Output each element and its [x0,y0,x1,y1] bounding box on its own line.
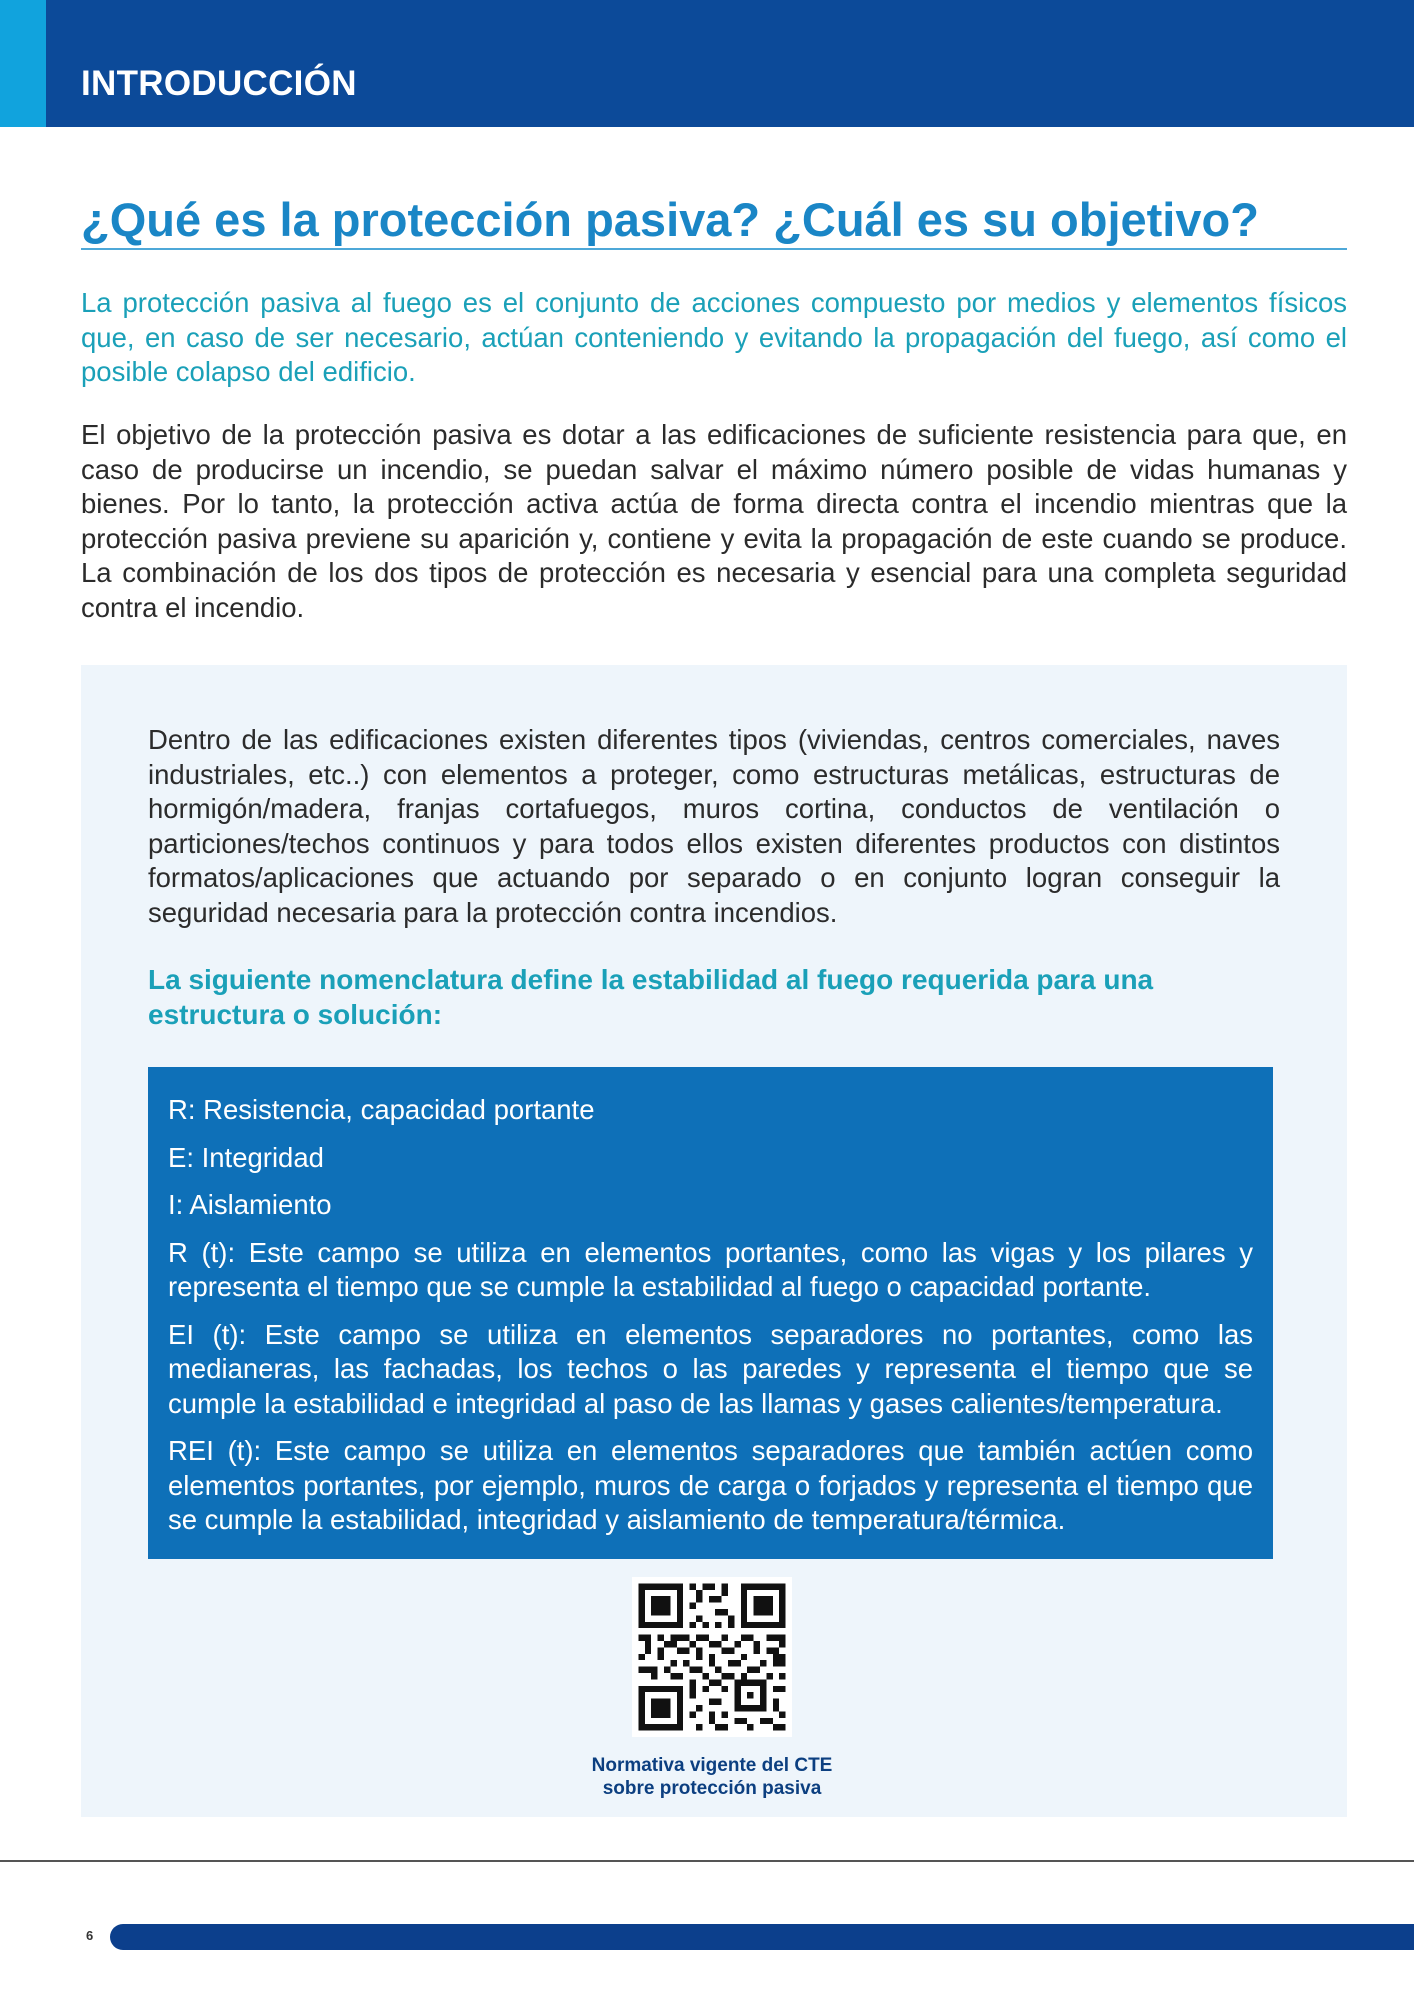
definition-ei-t: EI (t): Este campo se utiliza en elementos separadores no portantes, como las medianeras, las fachadas, los techos o las paredes y representa el tiempo que se cumple la estabilidad e integridad al paso de las llamas y gases calientes/temperatura. [168,1318,1253,1419]
qr-caption-line-1: Normativa vigente del CTE [591,1755,833,1776]
section-title: INTRODUCCIÓN [81,64,357,103]
page-heading: ¿Qué es la protección pasiva? ¿Cuál es su objetivo? [81,193,1259,246]
qr-code-icon [632,1577,792,1737]
definition-rei-t: REI (t): Este campo se utiliza en elementos separadores que también actúen como elementos portantes, por ejemplo, muros de carga o forjados y representa el tiempo que se cumple la estabilidad, integridad y aislamiento de temperatura/térmica. [168,1435,1253,1535]
qr-caption [560,1754,864,1800]
panel-paragraph: Dentro de las edificaciones existen diferentes tipos (viviendas, centros comerciales, naves industriales, etc..) con elementos a proteger, como estructuras metálicas, estructuras de hormigón/madera, franjas cortafuegos, muros cortina, conductos de ventilación o particiones/techos continuos y para todos ellos existen diferentes productos con distintos formatos/aplicaciones que actuando por separado o en conjunto logran conseguir la seguridad necesaria para la protección contra incendios. [148,724,1280,928]
objective-paragraph: El objetivo de la protección pasiva es dotar a las edificaciones de suficiente resistencia para que, en caso de producirse un incendio, se puedan salvar el máximo número posible de vidas humanas y bienes. Por lo tanto, la protección activa actúa de forma directa contra el incendio mientras que la protección pasiva previene su aparición y, contiene y evita la propagación de este cuando se produce. La combinación de los dos tipos de protección es necesaria y esencial para una completa seguridad contra el incendio. [81,419,1347,623]
qr-caption-line-2: sobre protección pasiva [602,1778,822,1799]
definition-r-t: R (t): Este campo se utiliza en elementos portantes, como las vigas y los pilares y representa el tiempo que se cumple la estabilidad al fuego o capacidad portante. [168,1236,1253,1302]
nomenclature-intro: La siguiente nomenclatura define la estabilidad al fuego requerida para una estructura o solución: [148,964,1154,1030]
page-number: 6 [86,1928,94,1943]
definitions-box [148,1067,1273,1559]
definition-i: I: Aislamiento [168,1189,332,1220]
header-accent-stripe [0,0,46,127]
definition-e: E: Integridad [168,1141,324,1173]
footer-divider [0,1860,1414,1862]
definition-r: R: Resistencia, capacidad portante [168,1094,595,1125]
heading-divider [81,248,1347,250]
footer-bar [110,1924,1414,1950]
qr-code[interactable] [632,1577,792,1737]
intro-paragraph: La protección pasiva al fuego es el conjunto de acciones compuesto por medios y elementos físicos que, en caso de ser necesario, actúan conteniendo y evitando la propagación del fuego, así como el posible colapso del edificio. [81,287,1347,387]
